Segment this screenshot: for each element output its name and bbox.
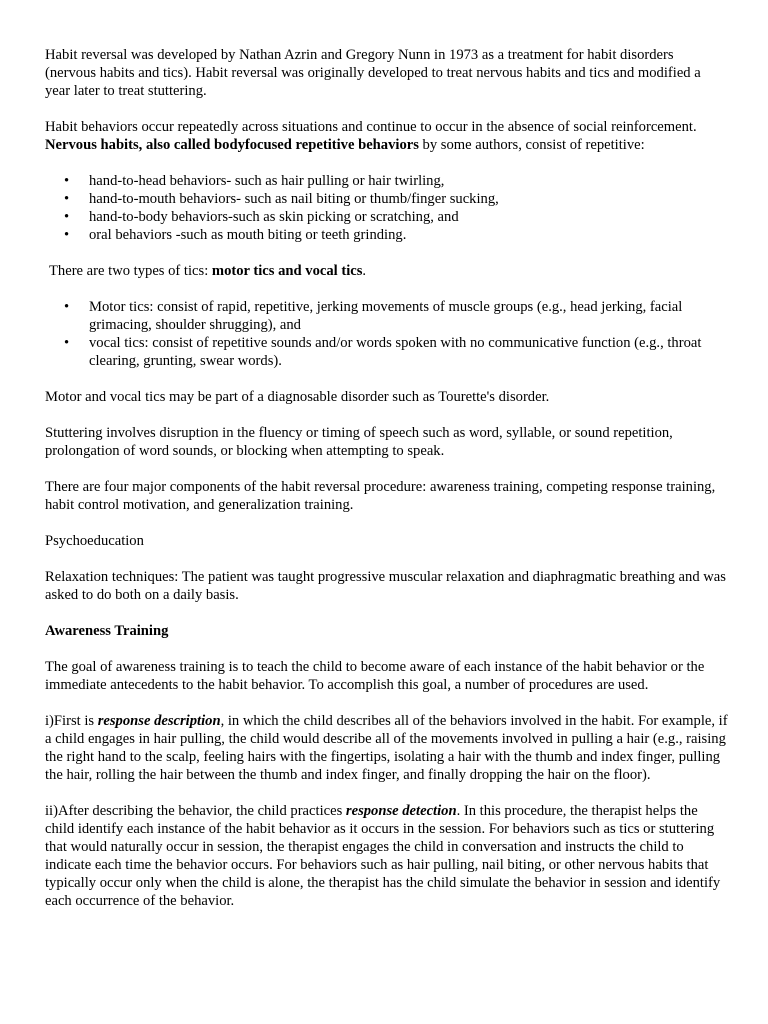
list-item-text: hand-to-mouth behaviors- such as nail biting or thumb/finger sucking, [89,191,499,207]
bullet-icon: • [64,299,70,315]
heading-awareness-training [45,622,728,640]
list-item [64,334,728,370]
nervous-habits-term: Nervous habits, also called bodyfocused repetitive behaviors [45,137,419,153]
tic-types-term: motor tics and vocal tics [211,263,363,279]
habit-types-list [45,172,728,244]
bullet-icon: • [64,335,70,351]
bullet-icon: • [64,173,70,189]
paragraph-stuttering: Stuttering involves disruption in the fluency or timing of speech such as word, syllable, or sound repetition, prolongation of word sounds, or blocking when attempting to speak. [45,425,673,459]
list-item [64,208,728,226]
paragraph-response-detection [45,802,728,910]
paragraph-tourette: Motor and vocal tics may be part of a diagnosable disorder such as Tourette's disorder. [45,389,550,405]
paragraph-habit-behaviors [45,118,728,154]
list-item [64,226,728,244]
response-description-term: response description [97,713,221,729]
response-detection-rest: . In this procedure, the therapist helps the child identify each instance of the habit behavior as it occurs in the session. For behaviors such as tics or stuttering that would naturally occur in session, the therapist engages the child in conversation and instructs the child to indicate each time the behavior occurs. For behaviors such as hair pulling, nail biting, or other nervous habits that typically occur only when the child is alone, the therapist has the child simulate the behavior in session and identify each occurrence of the behavior. [45,803,721,909]
list-item-text: hand-to-head behaviors- such as hair pulling or hair twirling, [89,173,445,189]
tic-types-end: . [362,263,367,279]
paragraph-response-description [45,712,728,784]
list-item-text: hand-to-body behaviors-such as skin picking or scratching, and [89,209,459,225]
bullet-icon: • [64,191,70,207]
paragraph-psychoeducation: Psychoeducation [45,533,144,549]
response-description-rest: , in which the child describes all of the behaviors involved in the habit. For example, if a child engages in hair pulling, the child would describe all of the movements involved in pulling a hair (e.g., raising the right hand to the scalp, feeling hairs with the fingertips, isolating a hair with the thumb and index finger, pulling the hair, rolling the hair between the thumb and index finger, and finally dropping the hair on the floor). [45,713,728,783]
list-item [64,172,728,190]
response-detection-lead: ii)After describing the behavior, the child practices [45,803,346,819]
paragraph-components: There are four major components of the habit reversal procedure: awareness training, competing response training, habit control motivation, and generalization training. [45,479,716,513]
response-description-lead: i)First is [45,713,98,729]
tic-types-lead: There are two types of tics: [49,263,212,279]
list-item [64,190,728,208]
paragraph-tic-types [45,262,728,280]
list-item [64,298,728,334]
paragraph-awareness-goal: The goal of awareness training is to teach the child to become aware of each instance of the habit behavior or the immediate antecedents to the habit behavior. To accomplish this goal, a number of procedures are used. [45,659,705,693]
nervous-habits-rest: by some authors, consist of repetitive: [418,137,645,153]
heading-text: Awareness Training [45,623,169,639]
bullet-icon: • [64,227,70,243]
list-item-text: Motor tics: consist of rapid, repetitive, jerking movements of muscle groups (e.g., head jerking, facial grimacing, shoulder shrugging), and [89,299,683,333]
bullet-icon: • [64,209,70,225]
response-detection-term: response detection [345,803,457,819]
tic-types-list [45,298,728,370]
habit-behaviors-line: Habit behaviors occur repeatedly across situations and continue to occur in the absence of social reinforcement. [45,119,697,135]
paragraph-relaxation: Relaxation techniques: The patient was taught progressive muscular relaxation and diaphragmatic breathing and was asked to do both on a daily basis. [45,569,726,603]
paragraph-history: Habit reversal was developed by Nathan Azrin and Gregory Nunn in 1973 as a treatment for habit disorders (nervous habits and tics). Habit reversal was originally developed to treat nervous habits and tics and modified a year later to treat stuttering. [45,47,701,99]
list-item-text: oral behaviors -such as mouth biting or teeth grinding. [89,227,407,243]
list-item-text: vocal tics: consist of repetitive sounds and/or words spoken with no communicative function (e.g., throat clearing, grunting, swear words). [89,335,702,369]
